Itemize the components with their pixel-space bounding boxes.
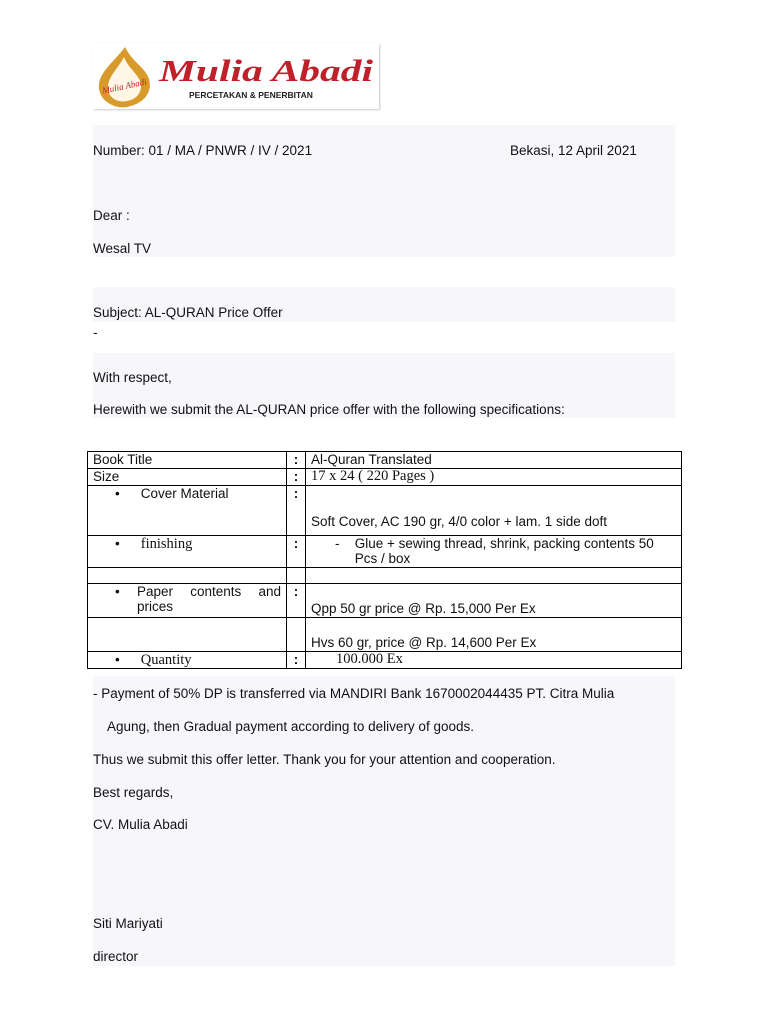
table-row — [88, 584, 682, 618]
salutation: Dear : — [93, 208, 130, 223]
finishing-value: Glue + sewing thread, shrink, packing contents 50 Pcs / box — [354, 536, 654, 566]
cover-value: Soft Cover, AC 190 gr, 4/0 color + lam. 1 side doft — [306, 486, 682, 536]
colon: : — [287, 536, 306, 568]
finishing-label: finishing — [140, 536, 193, 552]
colon: : — [287, 469, 306, 486]
table-row — [88, 652, 682, 669]
bullet: • — [115, 536, 120, 551]
quantity-value: 100.000 Ex — [306, 652, 682, 669]
cover-label: Cover Material — [140, 486, 229, 501]
intro-paragraph: Herewith we submit the AL-QURAN price offer with the following specifications: — [93, 402, 565, 417]
paper-label-cont: prices — [137, 599, 174, 614]
colon: : — [287, 452, 306, 469]
dash-bullet: - — [335, 536, 340, 551]
size-value: 17 x 24 ( 220 Pages ) — [306, 469, 682, 486]
recipient: Wesal TV — [93, 241, 152, 256]
table-row — [88, 536, 682, 568]
book-title-label: Book Title — [88, 452, 287, 469]
letter-number: Number: 01 / MA / PNWR / IV / 2021 — [93, 143, 313, 158]
brand-tagline: PERCETAKAN & PENERBITAN — [189, 90, 313, 100]
subject-dash: - — [93, 325, 98, 340]
payment-terms-cont: Agung, then Gradual payment according to delivery of goods. — [107, 719, 474, 734]
paper-price-2: Hvs 60 gr, price @ Rp. 14,600 Per Ex — [306, 618, 682, 652]
regards: Best regards, — [93, 785, 174, 800]
signer-title: director — [93, 949, 139, 964]
subject-line: Subject: AL-QURAN Price Offer — [93, 305, 283, 320]
thanks-paragraph: Thus we submit this offer letter. Thank you for your attention and cooperation. — [93, 752, 556, 767]
brand-name: Mulia Abadi — [157, 53, 374, 88]
paper-label: Paper contents and — [137, 584, 281, 599]
quantity-label: Quantity — [140, 652, 192, 668]
bullet: • — [115, 652, 120, 667]
colon: : — [287, 652, 306, 669]
table-row — [88, 486, 682, 536]
size-label: Size — [88, 469, 287, 486]
bullet: • — [115, 486, 120, 501]
greeting: With respect, — [93, 370, 172, 385]
signer-name: Siti Mariyati — [93, 916, 163, 931]
emblem-text: Mulia Abadi — [101, 76, 148, 96]
table-row — [88, 452, 682, 469]
company-name: CV. Mulia Abadi — [93, 817, 188, 832]
place-date: Bekasi, 12 April 2021 — [510, 143, 637, 158]
table-row — [88, 618, 682, 652]
table-row — [88, 469, 682, 486]
payment-terms: - Payment of 50% DP is transferred via MANDIRI Bank 1670002044435 PT. Citra Mulia — [93, 686, 615, 701]
bullet: • — [115, 584, 120, 599]
company-logo — [93, 43, 379, 109]
table-row — [88, 568, 682, 584]
paper-price-1: Qpp 50 gr price @ Rp. 15,000 Per Ex — [306, 584, 682, 618]
specification-table — [87, 451, 682, 669]
colon: : — [287, 584, 306, 618]
book-title-value: Al-Quran Translated — [306, 452, 682, 469]
colon: : — [287, 486, 306, 536]
